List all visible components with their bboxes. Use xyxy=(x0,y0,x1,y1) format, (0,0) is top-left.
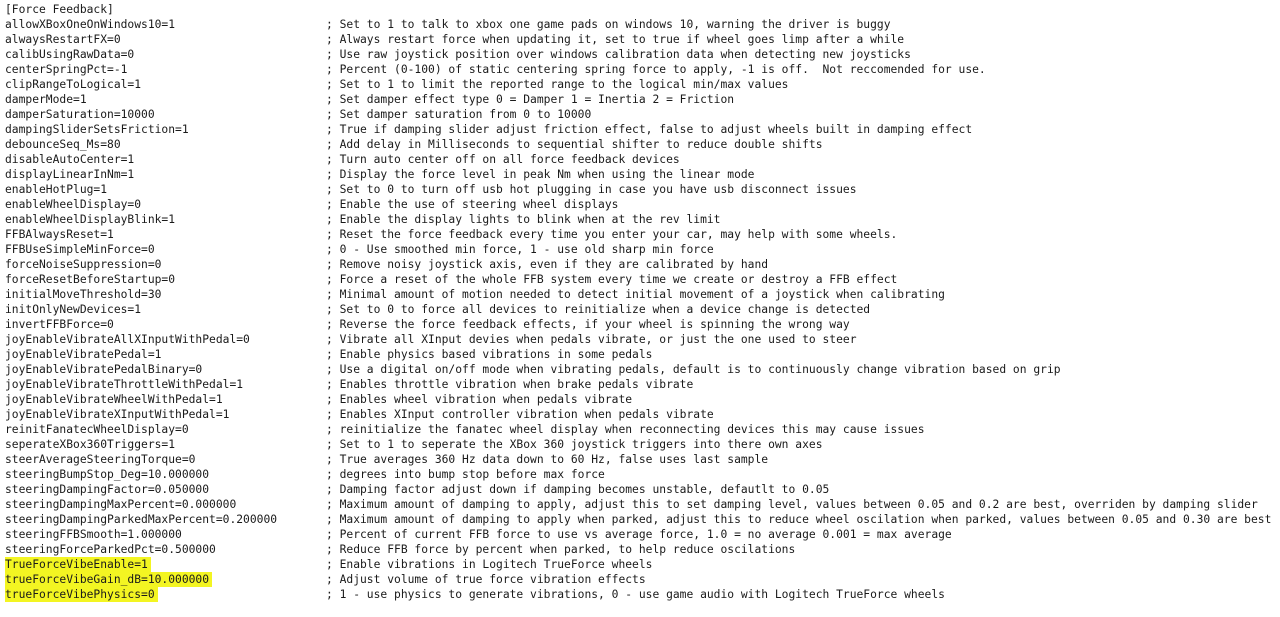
setting-key-value: alwaysRestartFX=0 xyxy=(5,33,121,46)
setting-comment: ; Turn auto center off on all force feedback devices xyxy=(326,153,680,166)
setting-line xyxy=(0,227,1280,242)
setting-line xyxy=(0,527,1280,542)
setting-line xyxy=(0,377,1280,392)
setting-comment: ; Use raw joystick position over windows calibration data when detecting new joysticks xyxy=(326,48,911,61)
setting-comment: ; reinitialize the fanatec wheel display when reconnecting devices this may cause issues xyxy=(326,423,925,436)
setting-key-value: steeringFFBSmooth=1.000000 xyxy=(5,528,182,541)
setting-line xyxy=(0,572,1280,587)
setting-line xyxy=(0,47,1280,62)
setting-comment: ; Maximum amount of damping to apply when parked, adjust this to reduce wheel oscilation when parked, values between 0.05 and 0.30 are best xyxy=(326,513,1272,526)
setting-line xyxy=(0,257,1280,272)
setting-comment: ; Set to 1 to talk to xbox one game pads on windows 10, warning the driver is buggy xyxy=(326,18,891,31)
setting-line xyxy=(0,197,1280,212)
setting-line xyxy=(0,182,1280,197)
setting-comment: ; Force a reset of the whole FFB system every time we create or destroy a FFB effect xyxy=(326,273,898,286)
setting-key-value: forceNoiseSuppression=0 xyxy=(5,258,162,271)
setting-key-value: initOnlyNewDevices=1 xyxy=(5,303,142,316)
setting-line xyxy=(0,497,1280,512)
setting-line xyxy=(0,122,1280,137)
setting-key-value: allowXBoxOneOnWindows10=1 xyxy=(5,18,176,31)
setting-comment: ; Display the force level in peak Nm when using the linear mode xyxy=(326,168,755,181)
setting-line xyxy=(0,437,1280,452)
setting-line xyxy=(0,557,1280,572)
setting-line xyxy=(0,272,1280,287)
setting-key-value: initialMoveThreshold=30 xyxy=(5,288,162,301)
setting-key-value: joyEnableVibrateWheelWithPedal=1 xyxy=(5,393,223,406)
setting-key-value: displayLinearInNm=1 xyxy=(5,168,135,181)
setting-key-value: steerAverageSteeringTorque=0 xyxy=(5,453,196,466)
setting-line xyxy=(0,167,1280,182)
setting-line xyxy=(0,107,1280,122)
setting-comment: ; 1 - use physics to generate vibrations, 0 - use game audio with Logitech TrueForce wheels xyxy=(326,588,945,601)
setting-line xyxy=(0,512,1280,527)
setting-key-value: disableAutoCenter=1 xyxy=(5,153,135,166)
setting-key-value: forceResetBeforeStartup=0 xyxy=(5,273,176,286)
setting-comment: ; Set damper effect type 0 = Damper 1 = Inertia 2 = Friction xyxy=(326,93,735,106)
setting-comment: ; Adjust volume of true force vibration effects xyxy=(326,573,646,586)
setting-line xyxy=(0,137,1280,152)
setting-key-value: steeringDampingParkedMaxPercent=0.200000 xyxy=(5,513,278,526)
setting-key-value: debounceSeq_Ms=80 xyxy=(5,138,121,151)
setting-line xyxy=(0,242,1280,257)
setting-line xyxy=(0,77,1280,92)
setting-line xyxy=(0,422,1280,437)
setting-key-value: calibUsingRawData=0 xyxy=(5,48,135,61)
setting-comment: ; Set to 1 to seperate the XBox 360 joystick triggers into there own axes xyxy=(326,438,823,451)
setting-key-value: enableWheelDisplay=0 xyxy=(5,198,142,211)
setting-key-value: joyEnableVibratePedalBinary=0 xyxy=(5,363,203,376)
setting-line xyxy=(0,332,1280,347)
setting-comment: ; Set to 0 to turn off usb hot plugging in case you have usb disconnect issues xyxy=(326,183,857,196)
setting-key-value: invertFFBForce=0 xyxy=(5,318,114,331)
setting-key-value-highlighted: TrueForceVibeEnable=1 xyxy=(5,557,151,572)
setting-comment: ; 0 - Use smoothed min force, 1 - use old sharp min force xyxy=(326,243,714,256)
setting-comment: ; Remove noisy joystick axis, even if they are calibrated by hand xyxy=(326,258,769,271)
setting-comment: ; Reset the force feedback every time you enter your car, may help with some wheels. xyxy=(326,228,898,241)
setting-comment: ; Minimal amount of motion needed to detect initial movement of a joystick when calibrating xyxy=(326,288,945,301)
setting-key-value: steeringBumpStop_Deg=10.000000 xyxy=(5,468,210,481)
setting-comment: ; Enable the use of steering wheel displays xyxy=(326,198,619,211)
setting-comment: ; Enables XInput controller vibration when pedals vibrate xyxy=(326,408,714,421)
setting-line xyxy=(0,152,1280,167)
setting-key-value: seperateXBox360Triggers=1 xyxy=(5,438,176,451)
setting-comment: ; Maximum amount of damping to apply, adjust this to set damping level, values between 0.05 and 0.2 are best, overriden by damping slider xyxy=(326,498,1258,511)
setting-key-value-highlighted: trueForceVibePhysics=0 xyxy=(5,587,158,602)
setting-line xyxy=(0,212,1280,227)
setting-key-value-highlighted: trueForceVibeGain_dB=10.000000 xyxy=(5,572,212,587)
setting-key-value: steeringDampingMaxPercent=0.000000 xyxy=(5,498,237,511)
setting-comment: ; Enables throttle vibration when brake pedals vibrate xyxy=(326,378,694,391)
setting-comment: ; Set to 0 to force all devices to reinitialize when a device change is detected xyxy=(326,303,871,316)
setting-comment: ; Reduce FFB force by percent when parked, to help reduce oscilations xyxy=(326,543,796,556)
setting-comment: ; Percent (0-100) of static centering spring force to apply, -1 is off. Not reccomended for use. xyxy=(326,63,986,76)
setting-line xyxy=(0,587,1280,602)
setting-key-value: FFBAlwaysReset=1 xyxy=(5,228,114,241)
setting-comment: ; Always restart force when updating it, set to true if wheel goes limp after a while xyxy=(326,33,905,46)
setting-line xyxy=(0,287,1280,302)
setting-line xyxy=(0,482,1280,497)
setting-line xyxy=(0,407,1280,422)
setting-key-value: enableHotPlug=1 xyxy=(5,183,108,196)
setting-key-value: damperSaturation=10000 xyxy=(5,108,155,121)
setting-key-value: joyEnableVibrateXInputWithPedal=1 xyxy=(5,408,230,421)
setting-comment: ; Percent of current FFB force to use vs average force, 1.0 = no average 0.001 = max average xyxy=(326,528,952,541)
setting-line xyxy=(0,347,1280,362)
setting-comment: ; True if damping slider adjust friction effect, false to adjust wheels built in damping effect xyxy=(326,123,973,136)
setting-key-value: reinitFanatecWheelDisplay=0 xyxy=(5,423,189,436)
setting-key-value: enableWheelDisplayBlink=1 xyxy=(5,213,176,226)
setting-comment: ; Enable the display lights to blink when at the rev limit xyxy=(326,213,721,226)
setting-line xyxy=(0,317,1280,332)
setting-comment: ; True averages 360 Hz data down to 60 Hz, false uses last sample xyxy=(326,453,769,466)
setting-comment: ; Reverse the force feedback effects, if your wheel is spinning the wrong way xyxy=(326,318,850,331)
setting-line xyxy=(0,542,1280,557)
ini-lines xyxy=(0,2,1280,602)
setting-line xyxy=(0,452,1280,467)
setting-key-value: joyEnableVibrateThrottleWithPedal=1 xyxy=(5,378,244,391)
setting-line xyxy=(0,92,1280,107)
setting-key-value: joyEnableVibrateAllXInputWithPedal=0 xyxy=(5,333,250,346)
setting-line xyxy=(0,32,1280,47)
setting-line xyxy=(0,17,1280,32)
section-header: [Force Feedback] xyxy=(5,3,114,16)
setting-key-value: damperMode=1 xyxy=(5,93,87,106)
setting-comment: ; Enable vibrations in Logitech TrueForce wheels xyxy=(326,558,653,571)
setting-comment: ; Enables wheel vibration when pedals vibrate xyxy=(326,393,633,406)
setting-comment: ; Add delay in Milliseconds to sequential shifter to reduce double shifts xyxy=(326,138,823,151)
setting-key-value: dampingSliderSetsFriction=1 xyxy=(5,123,189,136)
setting-comment: ; Enable physics based vibrations in some pedals xyxy=(326,348,653,361)
setting-key-value: clipRangeToLogical=1 xyxy=(5,78,142,91)
setting-line xyxy=(0,362,1280,377)
setting-comment: ; Set damper saturation from 0 to 10000 xyxy=(326,108,592,121)
setting-key-value: centerSpringPct=-1 xyxy=(5,63,128,76)
setting-comment: ; Use a digital on/off mode when vibrating pedals, default is to continuously change vibration based on grip xyxy=(326,363,1061,376)
setting-comment: ; Vibrate all XInput devies when pedals vibrate, or just the one used to steer xyxy=(326,333,857,346)
setting-line xyxy=(0,467,1280,482)
setting-key-value: joyEnableVibratePedal=1 xyxy=(5,348,162,361)
setting-comment: ; Set to 1 to limit the reported range to the logical min/max values xyxy=(326,78,789,91)
setting-line xyxy=(0,302,1280,317)
setting-line xyxy=(0,392,1280,407)
setting-line xyxy=(0,62,1280,77)
setting-comment: ; Damping factor adjust down if damping becomes unstable, defautlt to 0.05 xyxy=(326,483,830,496)
setting-key-value: steeringDampingFactor=0.050000 xyxy=(5,483,210,496)
setting-key-value: FFBUseSimpleMinForce=0 xyxy=(5,243,155,256)
setting-key-value: steeringForceParkedPct=0.500000 xyxy=(5,543,216,556)
setting-comment: ; degrees into bump stop before max force xyxy=(326,468,605,481)
